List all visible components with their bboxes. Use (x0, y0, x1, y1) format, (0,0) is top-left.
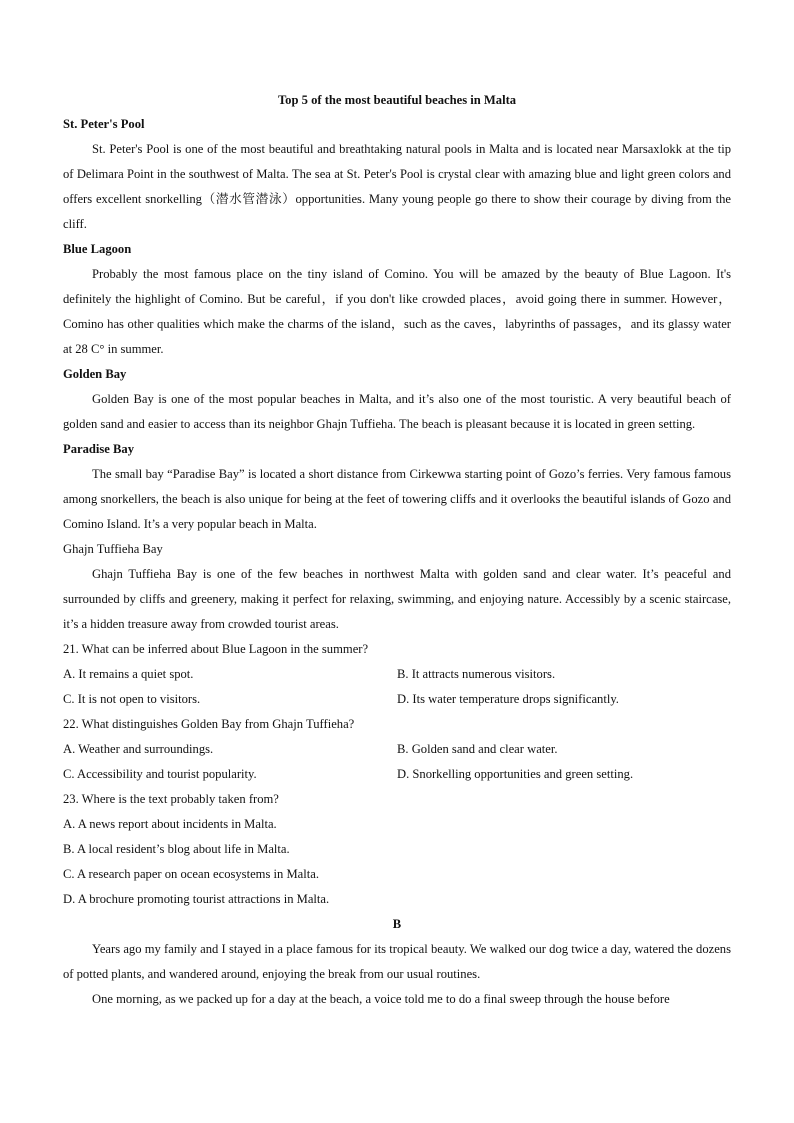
question-23-stem: 23. Where is the text probably taken from? (63, 792, 279, 806)
question-22-option-b: B. Golden sand and clear water. (397, 742, 558, 756)
question-22-option-c: C. Accessibility and tourist popularity. (63, 767, 257, 781)
question-23-option-c: C. A research paper on ocean ecosystems in Malta. (63, 867, 319, 881)
section-text-st-peters-pool: St. Peter's Pool is one of the most beautiful and breathtaking natural pools in Malta and is located near Marsaxlokk at the tip of Delimara Point in the southwest of Malta. The sea at St. Peter's Pool is crystal clear with amazing blue and light green colors and offers excellent snorkelling（潜水管潜泳）opportunities. Many young people go there to show their courage by diving from the cliff. (63, 142, 731, 231)
question-21-option-a: A. It remains a quiet spot. (63, 667, 194, 681)
section-text-ghajn-tuffieha-bay: Ghajn Tuffieha Bay is one of the few beaches in northwest Malta with golden sand and clear water. It’s peaceful and surrounded by cliffs and greenery, making it perfect for relaxing, swimming, and enjoying nature. Accessibly by a scenic staircase, it’s a hidden treasure away from crowded tourist areas. (63, 567, 731, 631)
section-heading-golden-bay: Golden Bay (63, 367, 127, 381)
section-text-blue-lagoon: Probably the most famous place on the tiny island of Comino. You will be amazed by the beauty of Blue Lagoon. It's definitely the highlight of Comino. But be careful，if you don't like crowded places，avoid going there in summer. However，Comino has other qualities which make the charms of the island，such as the caves，labyrinths of passages，and its glassy water at 28 C° in summer. (63, 267, 731, 356)
document-content (63, 88, 731, 1012)
question-21-option-c: C. It is not open to visitors. (63, 692, 201, 706)
question-21-option-d: D. Its water temperature drops significantly. (397, 692, 619, 706)
section-text-paradise-bay: The small bay “Paradise Bay” is located a short distance from Cirkewwa starting point of Gozo’s ferries. Very famous famous among snorkellers, the beach is also unique for being at the feet of towering cliffs and it overlooks the beautiful islands of Gozo and Comino Island. It’s a very popular beach in Malta. (63, 467, 731, 531)
passage-title: Top 5 of the most beautiful beaches in Malta (277, 93, 517, 107)
question-23-option-a: A. A news report about incidents in Malta. (63, 817, 277, 831)
question-22-options-row-1 (63, 737, 731, 762)
question-21-option-b: B. It attracts numerous visitors. (397, 667, 556, 681)
question-23-option-b: B. A local resident’s blog about life in Malta. (63, 842, 290, 856)
section-b-letter: B (392, 917, 402, 931)
question-22-option-d: D. Snorkelling opportunities and green setting. (397, 767, 634, 781)
section-heading-st-peters-pool: St. Peter's Pool (63, 117, 145, 131)
question-22-option-a: A. Weather and surroundings. (63, 742, 214, 756)
question-22-stem: 22. What distinguishes Golden Bay from Ghajn Tuffieha? (63, 717, 355, 731)
section-heading-paradise-bay: Paradise Bay (63, 442, 135, 456)
question-21-stem: 21. What can be inferred about Blue Lagoon in the summer? (63, 642, 369, 656)
section-heading-blue-lagoon: Blue Lagoon (63, 242, 132, 256)
section-text-golden-bay: Golden Bay is one of the most popular beaches in Malta, and it’s also one of the most touristic. A very beautiful beach of golden sand and easier to access than its neighbor Ghajn Tuffieha. The beach is pleasant because it is located in green setting. (63, 392, 731, 431)
section-b-paragraph-1: Years ago my family and I stayed in a place famous for its tropical beauty. We walked our dog twice a day, watered the dozens of potted plants, and wandered around, enjoying the break from our usual routines. (63, 942, 731, 981)
question-22-options-row-2 (63, 762, 731, 787)
question-23-option-d: D. A brochure promoting tourist attractions in Malta. (63, 892, 330, 906)
question-21-options-row-2 (63, 687, 731, 712)
section-b-paragraph-2: One morning, as we packed up for a day at the beach, a voice told me to do a final sweep through the house before (92, 992, 670, 1006)
section-heading-ghajn-tuffieha-bay: Ghajn Tuffieha Bay (63, 542, 163, 556)
question-21-options-row-1 (63, 662, 731, 687)
